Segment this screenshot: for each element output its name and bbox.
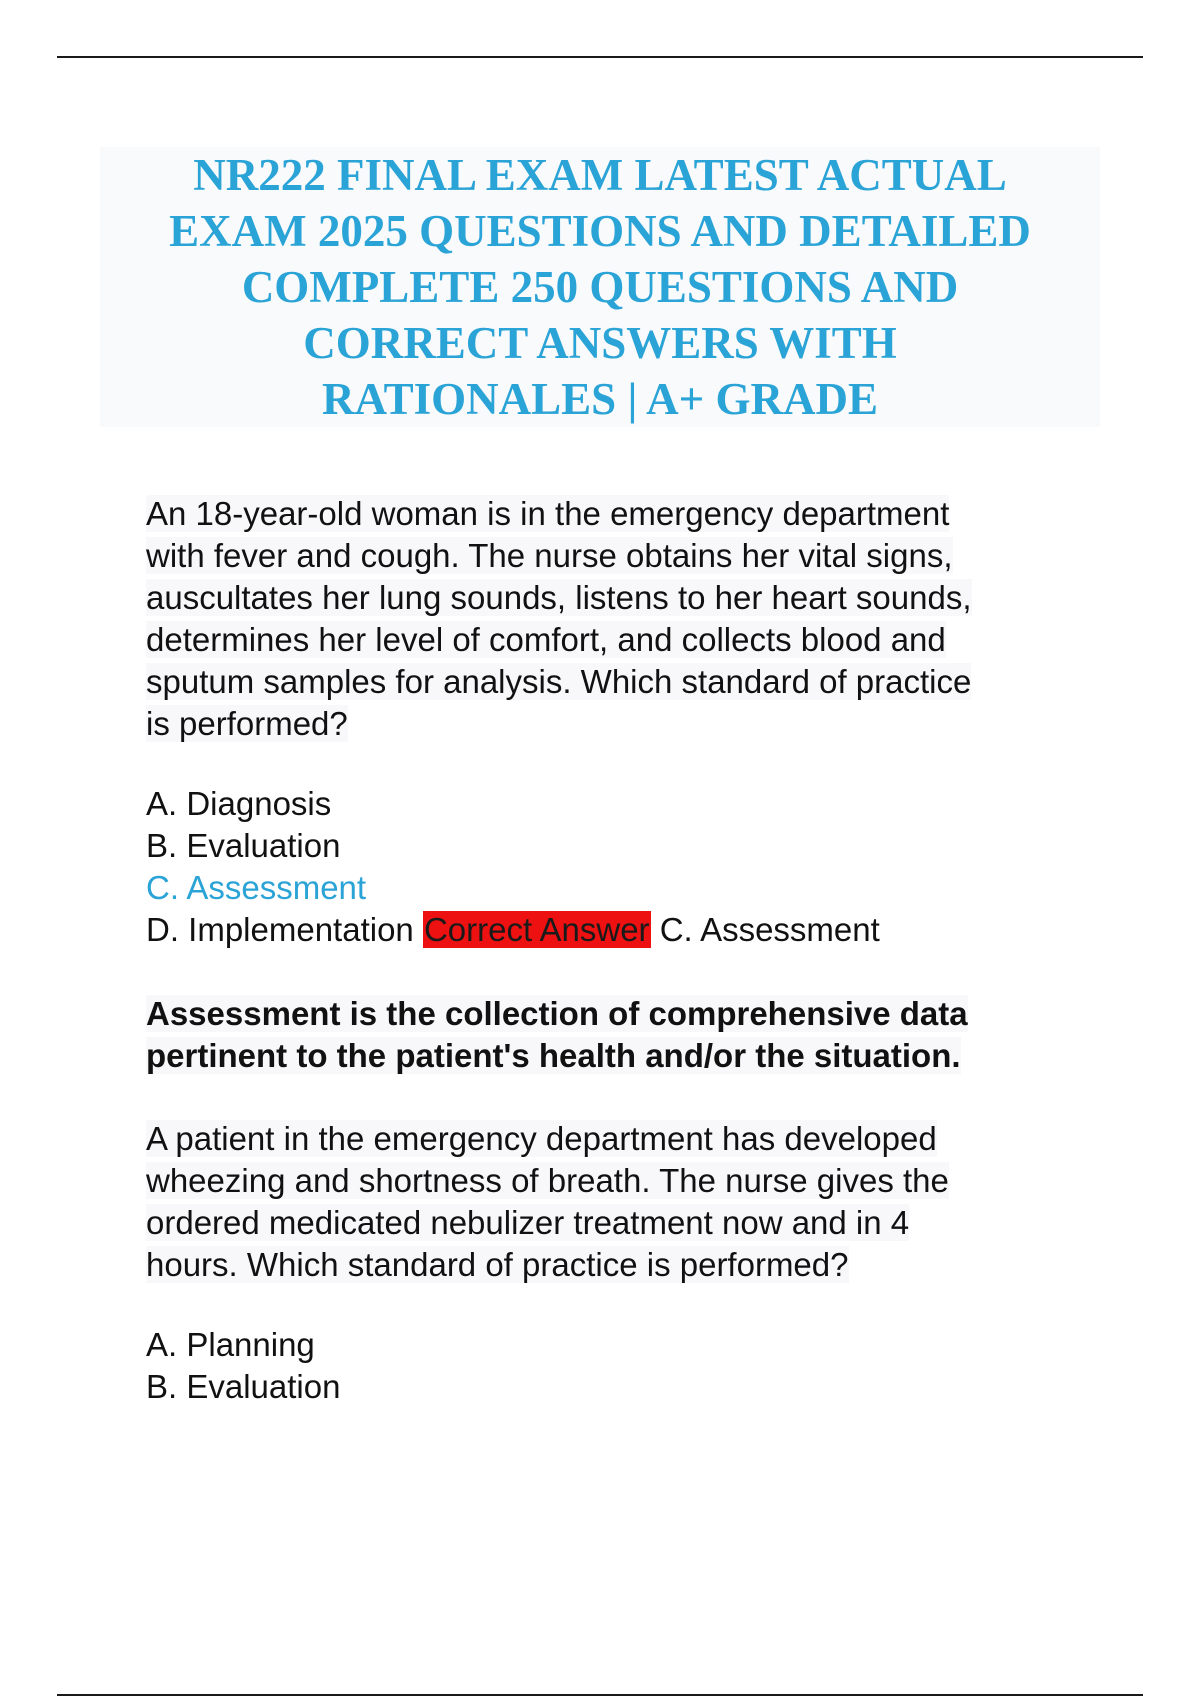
stem-line: hours. Which standard of practice is performed? — [146, 1246, 849, 1283]
title-line: NR222 FINAL EXAM LATEST ACTUAL — [193, 150, 1007, 200]
title-line: RATIONALES | A+ GRADE — [321, 374, 879, 424]
option-c: C. Assessment — [146, 869, 367, 906]
bottom-rule — [57, 1694, 1143, 1696]
question-1-rationale — [146, 993, 1066, 1077]
option-d: D. Implementation — [146, 911, 414, 948]
option-d-row — [146, 909, 1066, 951]
stem-line: determines her level of comfort, and collects blood and — [146, 621, 946, 658]
stem-line: with fever and cough. The nurse obtains her vital signs, — [146, 537, 953, 574]
document-title — [100, 147, 1100, 427]
stem-line: auscultates her lung sounds, listens to her heart sounds, — [146, 579, 972, 616]
correct-answer-value: C. Assessment — [659, 911, 880, 948]
stem-line: An 18-year-old woman is in the emergency department — [146, 495, 950, 532]
option-a: A. Diagnosis — [146, 785, 332, 822]
stem-line: ordered medicated nebulizer treatment now and in 4 — [146, 1204, 910, 1241]
rationale-line: pertinent to the patient's health and/or the situation. — [146, 1037, 961, 1074]
title-line: EXAM 2025 QUESTIONS AND DETAILED — [169, 206, 1031, 256]
title-line: COMPLETE 250 QUESTIONS AND — [241, 262, 959, 312]
correct-answer-tag: Correct Answer — [423, 911, 650, 948]
stem-line: is performed? — [146, 705, 348, 742]
stem-line: sputum samples for analysis. Which standard of practice — [146, 663, 972, 700]
option-a: A. Planning — [146, 1326, 315, 1363]
question-2-stem — [146, 1118, 1066, 1286]
question-2-options — [146, 1324, 1066, 1408]
question-1-options — [146, 783, 1066, 951]
top-rule — [57, 56, 1143, 58]
option-b: B. Evaluation — [146, 827, 341, 864]
title-line: CORRECT ANSWERS WITH — [303, 318, 897, 368]
stem-line: wheezing and shortness of breath. The nurse gives the — [146, 1162, 949, 1199]
question-1-stem — [146, 493, 1066, 745]
rationale-line: Assessment is the collection of comprehensive data — [146, 995, 968, 1032]
stem-line: A patient in the emergency department has developed — [146, 1120, 937, 1157]
option-b: B. Evaluation — [146, 1368, 341, 1405]
